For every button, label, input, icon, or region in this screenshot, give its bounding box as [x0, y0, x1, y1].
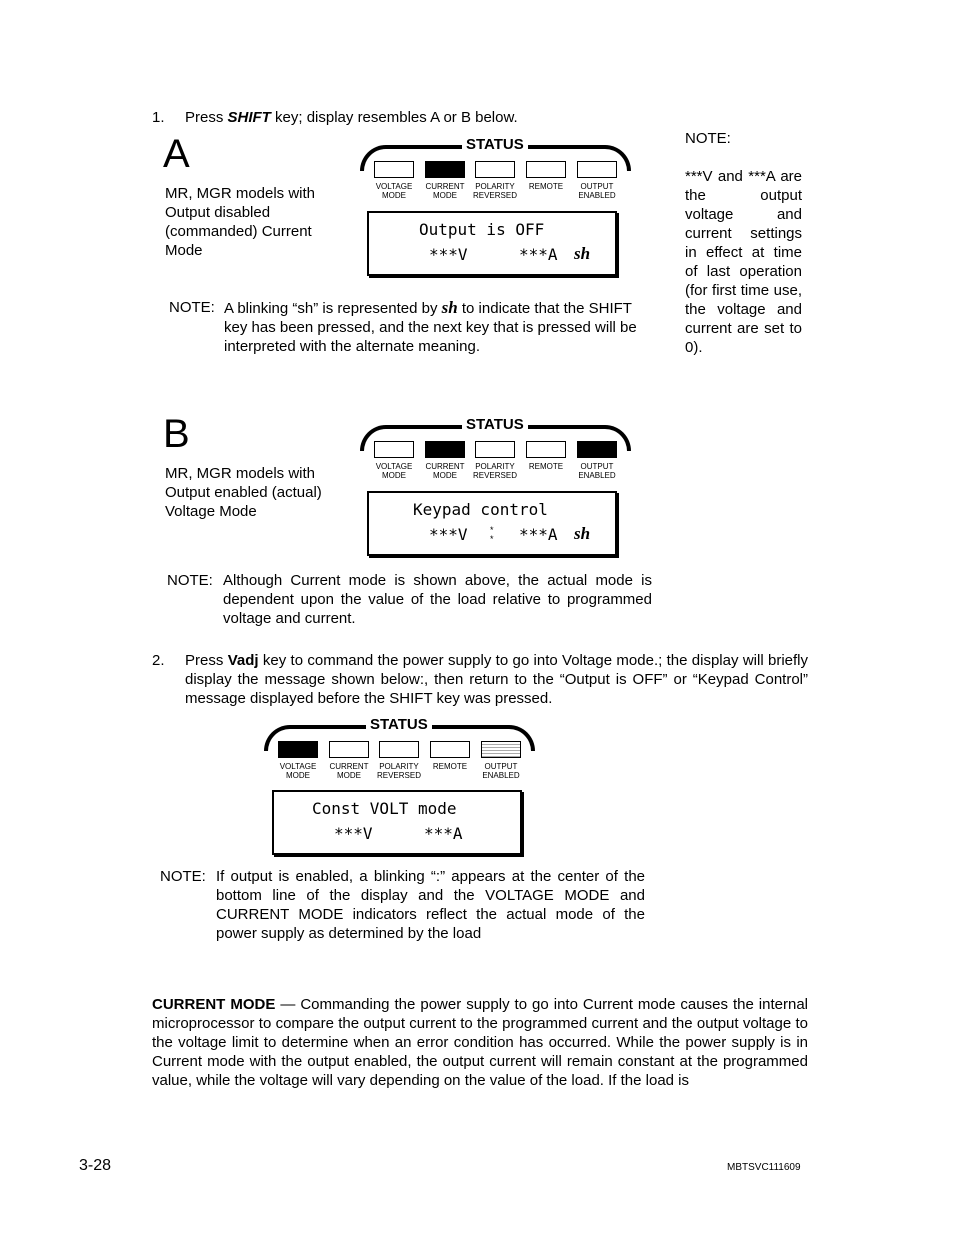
note-a-label: NOTE:	[169, 299, 215, 316]
lcd-line-1: Const VOLT mode	[312, 799, 457, 818]
note-c-label: NOTE:	[160, 868, 206, 885]
status-indicator-label: REMOTE	[432, 762, 468, 771]
status-indicator-light	[577, 161, 617, 178]
figure-b-letter: B	[163, 412, 190, 456]
step-2-text: Press Vadj key to command the power supply to go into Voltage mode.; the display will briefly display the message shown below:, then return to the “Output is OFF” or “Keypad Control” message displayed before the SHIFT key was pressed.	[185, 652, 808, 707]
note-c-text: If output is enabled, a blinking “:” appears at the center of the bottom line of the display and the VOLTAGE MODE and CURRENT MODE indicators reflect the actual mode of the power supply as determined by the load	[216, 868, 645, 942]
status-indicator-light	[577, 441, 617, 458]
side-note-title: NOTE:	[685, 130, 731, 147]
lcd-current: ***A	[519, 525, 558, 544]
status-indicator-label: REMOTE	[528, 182, 564, 191]
status-indicator-label: CURRENT MODE	[425, 182, 465, 200]
status-indicator-label: CURRENT MODE	[425, 462, 465, 480]
status-indicator-light	[374, 161, 414, 178]
status-indicator-label: VOLTAGE MODE	[375, 462, 413, 480]
lcd-current: ***A	[519, 245, 558, 264]
lcd-line-1: Keypad control	[413, 500, 548, 519]
lcd-line-1: Output is OFF	[419, 220, 545, 239]
status-label: STATUS	[366, 717, 432, 733]
current-mode-heading: CURRENT MODE	[152, 996, 276, 1013]
note-a-text: A blinking “sh” is represented by sh to indicate that the SHIFT key has been pressed, and the next key that is pressed will be interpreted with the alternate meaning.	[224, 298, 637, 355]
status-indicator-label: OUTPUT ENABLED	[578, 182, 616, 200]
status-indicator-label: VOLTAGE MODE	[375, 182, 413, 200]
status-label: STATUS	[462, 417, 528, 433]
lcd-display-a	[367, 211, 617, 276]
status-indicator-label: POLARITY REVERSED	[472, 462, 517, 480]
lcd-voltage: ***V	[429, 525, 468, 544]
lcd-current: ***A	[424, 824, 463, 843]
lcd-display-c	[272, 790, 522, 855]
status-indicator-light	[374, 441, 414, 458]
status-indicator-light	[481, 741, 521, 758]
status-indicator-label: OUTPUT ENABLED	[578, 462, 616, 480]
step-1-number: 1.	[152, 109, 165, 126]
side-note-body: ***V and ***A are the output voltage and current settings in effect at time of last operation (for first time use, the voltage and current are set to 0).	[685, 168, 802, 356]
document-id: MBTSVC111609	[727, 1162, 801, 1173]
status-indicator-light	[425, 161, 465, 178]
lcd-display-b	[367, 491, 617, 556]
note-b-text: Although Current mode is shown above, the actual mode is dependent upon the value of the load relative to programmed voltage and current.	[223, 572, 652, 627]
status-indicator-light	[526, 441, 566, 458]
status-panel-b	[358, 417, 633, 487]
status-indicator-light	[475, 441, 515, 458]
status-panel-c	[262, 717, 537, 787]
status-indicator-light	[526, 161, 566, 178]
note-b-label: NOTE:	[167, 572, 213, 589]
shift-indicator: sh	[574, 524, 591, 543]
figure-b-caption: MR, MGR models with Output enabled (actual) Voltage Mode	[165, 465, 322, 520]
status-indicator-label: REMOTE	[528, 462, 564, 471]
figure-a-letter: A	[163, 132, 190, 176]
status-indicator-light	[430, 741, 470, 758]
status-indicator-light	[425, 441, 465, 458]
status-indicator-label: CURRENT MODE	[329, 762, 369, 780]
blink-colon-icon: * *	[490, 525, 494, 544]
status-indicator-light	[379, 741, 419, 758]
shift-indicator: sh	[574, 244, 591, 263]
status-indicator-light	[278, 741, 318, 758]
status-indicator-label: OUTPUT ENABLED	[482, 762, 520, 780]
shift-symbol: sh	[441, 298, 458, 317]
status-indicator-label: POLARITY REVERSED	[472, 182, 517, 200]
figure-a-caption: MR, MGR models with Output disabled (commanded) Current Mode	[165, 185, 316, 259]
step-2-number: 2.	[152, 652, 165, 669]
status-indicator-label: VOLTAGE MODE	[279, 762, 317, 780]
status-label: STATUS	[462, 137, 528, 153]
current-mode-paragraph: CURRENT MODE — Commanding the power supply to go into Current mode causes the internal microprocessor to compare the output current to the programmed current and the output voltage to the voltage limit to determine when an error condition has occurred. While the power supply is in Current mode with the output enabled, the output current will remain constant at the programmed value, while the voltage will vary depending on the value of the load. If the load is	[152, 996, 808, 1089]
shift-key-label: SHIFT	[227, 109, 271, 126]
vadj-key-label: Vadj	[227, 652, 259, 669]
status-indicator-light	[329, 741, 369, 758]
status-indicator-label: POLARITY REVERSED	[376, 762, 421, 780]
lcd-voltage: ***V	[429, 245, 468, 264]
lcd-voltage: ***V	[334, 824, 373, 843]
status-indicator-light	[475, 161, 515, 178]
step-1-text: Press SHIFT key; display resembles A or B below.	[185, 109, 518, 126]
page-number: 3-28	[79, 1157, 112, 1174]
status-panel-a	[358, 137, 633, 207]
